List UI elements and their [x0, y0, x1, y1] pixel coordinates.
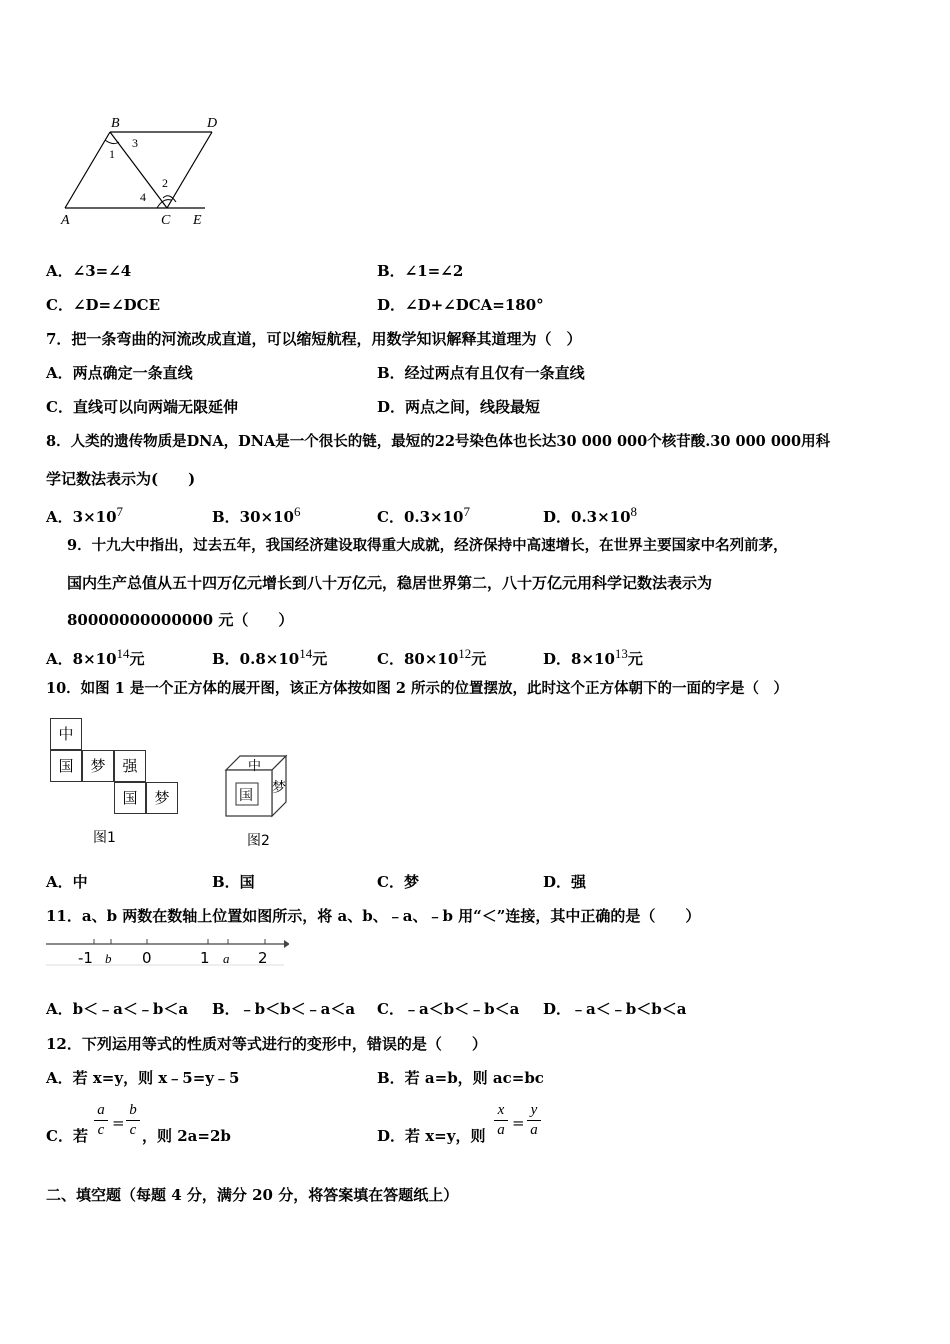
cube-net-figure: [50, 718, 185, 818]
label-D: D: [207, 116, 218, 131]
label-2: 2: [162, 176, 168, 190]
q8-option-d: D．$0.3\times 10^8$: [543, 504, 638, 526]
axis-label-b: b: [105, 951, 112, 966]
axis-label-0: 0: [142, 949, 152, 967]
q10-option-c: C．梦: [377, 873, 419, 891]
q9-stem-line2: 国内生产总值从五十四万亿元增长到八十万亿元，稳居世界第二，八十万亿元用科学记数法表示为: [67, 574, 713, 592]
fig2-caption: 图2: [247, 833, 270, 849]
axis-label-minus1: -1: [78, 949, 93, 967]
q7-option-b: B．经过两点有且仅有一条直线: [377, 364, 585, 382]
cube-figure: [222, 752, 292, 822]
cube-side-char: 梦: [272, 780, 286, 796]
q9-option-a: A．$8\times 10^{14}$元: [46, 646, 145, 668]
label-4: 4: [140, 190, 146, 204]
q8-option-c: C．$0.3\times 10^7$: [377, 504, 470, 526]
parallelogram-figure: [55, 112, 235, 232]
q12-c-fraction-2: b c: [124, 1102, 142, 1139]
label-1: 1: [109, 147, 115, 161]
q12-option-c-prefix: C．若: [46, 1127, 88, 1145]
q12-stem: 12．下列运用等式的性质对等式进行的变形中，错误的是（ ）: [46, 1035, 487, 1053]
q12-d-fraction-2: y a: [525, 1102, 543, 1139]
q10-option-b: B．国: [212, 873, 255, 891]
q8-stem-line1: 8．人类的遗传物质是DNA，DNA是一个很长的链，最短的22号染色体也长达30 000 000个核苷酸.30 000 000用科: [46, 433, 831, 450]
label-C: C: [161, 213, 171, 228]
q10-option-a: A．中: [46, 873, 88, 891]
q12-option-a: A．若 x=y，则 x﹣5=y﹣5: [46, 1069, 240, 1087]
q9-stem-line1: 9．十九大中指出，过去五年，我国经济建设取得重大成就，经济保持中高速增长，在世界主要国家中名列前茅，: [67, 537, 788, 554]
number-line-figure: [44, 935, 289, 970]
q8-option-a: A．$3\times 10^7$: [46, 504, 124, 526]
q12-d-fraction-1: x a: [492, 1102, 510, 1139]
q6-option-d: D．∠D+∠DCA=180°: [377, 296, 544, 314]
section-2-heading: 二、填空题（每题 4 分，满分 20 分，将答案填在答题纸上）: [46, 1186, 459, 1204]
axis-label-1: 1: [200, 949, 210, 967]
fig1-caption: 图1: [93, 830, 116, 846]
net-cell-1: 中: [50, 718, 82, 750]
label-E: E: [193, 213, 202, 228]
q11-stem: 11．a、b 两数在数轴上位置如图所示，将 a、b、﹣a、﹣b 用“＜”连接，其中正确的是（ ）: [46, 907, 701, 925]
q10-stem: 10．如图 1 是一个正方体的展开图，该正方体按如图 2 所示的位置摆放，此时这个正方体朝下的一面的字是（ ）: [46, 680, 789, 697]
q11-option-d: D．﹣a＜﹣b＜b＜a: [543, 1000, 687, 1018]
q12-option-b: B．若 a=b，则 ac=bc: [377, 1069, 544, 1087]
cube-top-char: 中: [248, 759, 262, 774]
q6-option-b: B．∠1=∠2: [377, 262, 464, 280]
q9-option-b: B．$0.8\times 10^{14}$元: [212, 646, 328, 668]
net-cell-2: 国: [50, 750, 82, 782]
q9-option-d: D．$8\times 10^{13}$元: [543, 646, 643, 668]
net-cell-3: 梦: [82, 750, 114, 782]
q8-option-b: B．$30\times 10^6$: [212, 504, 301, 526]
q12-c-fraction-1: a c: [92, 1102, 110, 1139]
q6-option-a: A．∠3=∠4: [46, 262, 132, 280]
q11-option-c: C．﹣a＜b＜﹣b＜a: [377, 1000, 520, 1018]
q11-option-b: B．﹣b＜b＜﹣a＜a: [212, 1000, 356, 1018]
net-cell-6: 梦: [146, 782, 178, 814]
q6-option-c: C．∠D=∠DCE: [46, 296, 161, 314]
q9-option-c: C．$80\times 10^{12}$元: [377, 646, 487, 668]
label-A: A: [61, 213, 70, 228]
cube-front-char: 国: [239, 788, 253, 804]
axis-label-2: 2: [258, 949, 268, 967]
net-cell-4: 强: [114, 750, 146, 782]
label-B: B: [111, 116, 120, 131]
q12-option-d-prefix: D．若 x=y，则: [377, 1127, 486, 1145]
q7-stem: 7．把一条弯曲的河流改成直道，可以缩短航程，用数学知识解释其道理为（ ）: [46, 330, 582, 348]
q7-option-a: A．两点确定一条直线: [46, 364, 193, 382]
q10-option-d: D．强: [543, 873, 587, 891]
q11-option-a: A．b＜﹣a＜﹣b＜a: [46, 1000, 189, 1018]
q12-option-c-suffix: ，则 2a=2b: [142, 1127, 231, 1145]
label-3: 3: [132, 136, 138, 150]
q7-option-c: C．直线可以向两端无限延伸: [46, 398, 238, 416]
q8-stem-line2: 学记数法表示为( ): [46, 470, 196, 488]
q12-d-equals: =: [512, 1114, 525, 1132]
axis-label-a: a: [223, 951, 230, 966]
q7-option-d: D．两点之间，线段最短: [377, 398, 541, 416]
net-cell-5: 国: [114, 782, 146, 814]
q12-c-equals: =: [112, 1114, 125, 1132]
q9-stem-line3: 80000000000000 元（ ）: [67, 611, 294, 629]
